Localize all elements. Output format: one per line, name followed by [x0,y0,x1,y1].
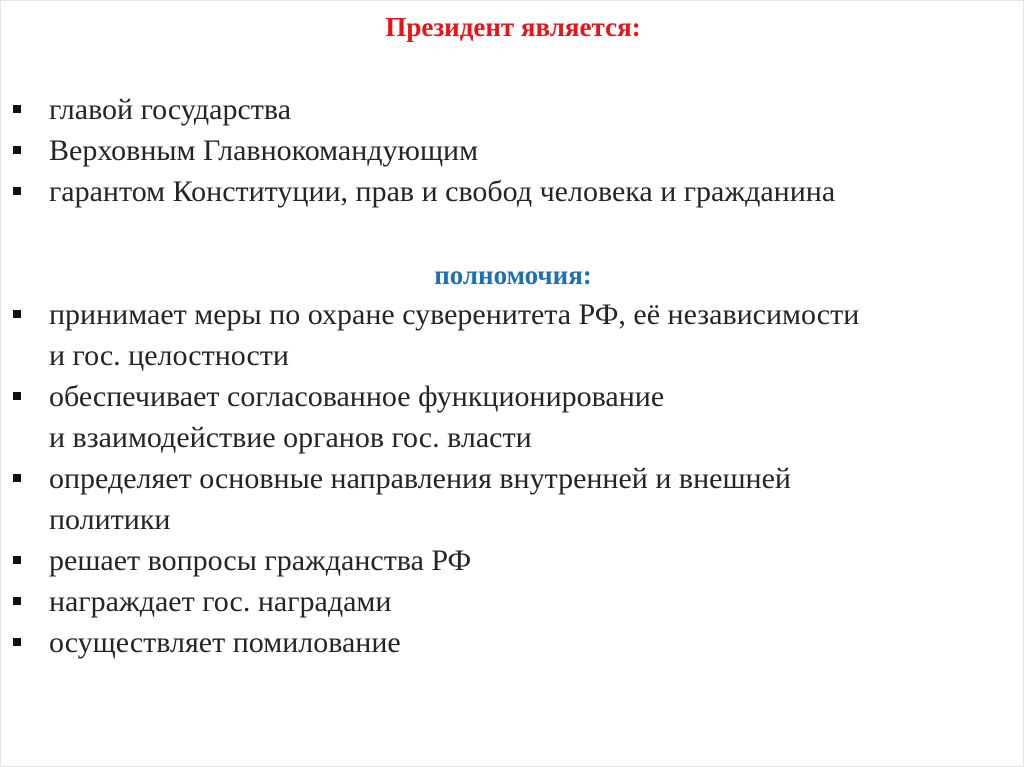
square-bullet-icon [13,556,21,564]
square-bullet-icon [13,597,21,605]
list-item [13,581,1013,622]
square-bullet-icon [13,310,21,318]
square-bullet-icon [13,146,21,154]
square-bullet-icon [13,105,21,113]
powers-list [13,294,1013,663]
power-text-line2: политики [49,503,171,536]
list-item [13,622,1013,663]
power-text-line2: и гос. целостности [49,339,289,372]
list-item [13,540,1013,581]
list-item [13,89,1013,130]
slide-title: Президент является: [385,12,641,42]
list-item [13,458,1013,540]
power-text-line1: принимает меры по охране суверенитета РФ, её независимости [49,298,860,331]
power-text-line1: награждает гос. наградами [49,585,392,618]
power-text-line1: осуществляет помилование [49,626,401,659]
list-item [13,130,1013,171]
square-bullet-icon [13,187,21,195]
roles-list [13,89,1013,212]
power-text-line2: и взаимодействие органов гос. власти [49,421,532,454]
square-bullet-icon [13,474,21,482]
square-bullet-icon [13,392,21,400]
power-text-line1: решает вопросы гражданства РФ [49,544,472,577]
role-text: Верховным Главнокомандующим [49,134,479,167]
square-bullet-icon [13,638,21,646]
power-text-line1: обеспечивает согласованное функционирование [49,380,665,413]
role-text: гарантом Конституции, прав и свобод человека и гражданина [49,175,836,208]
list-item [13,171,1013,212]
list-item [13,294,1013,376]
powers-heading: полномочия: [434,260,592,290]
list-item [13,376,1013,458]
power-text-line1: определяет основные направления внутренней и внешней [49,462,791,495]
role-text: главой государства [49,93,292,126]
